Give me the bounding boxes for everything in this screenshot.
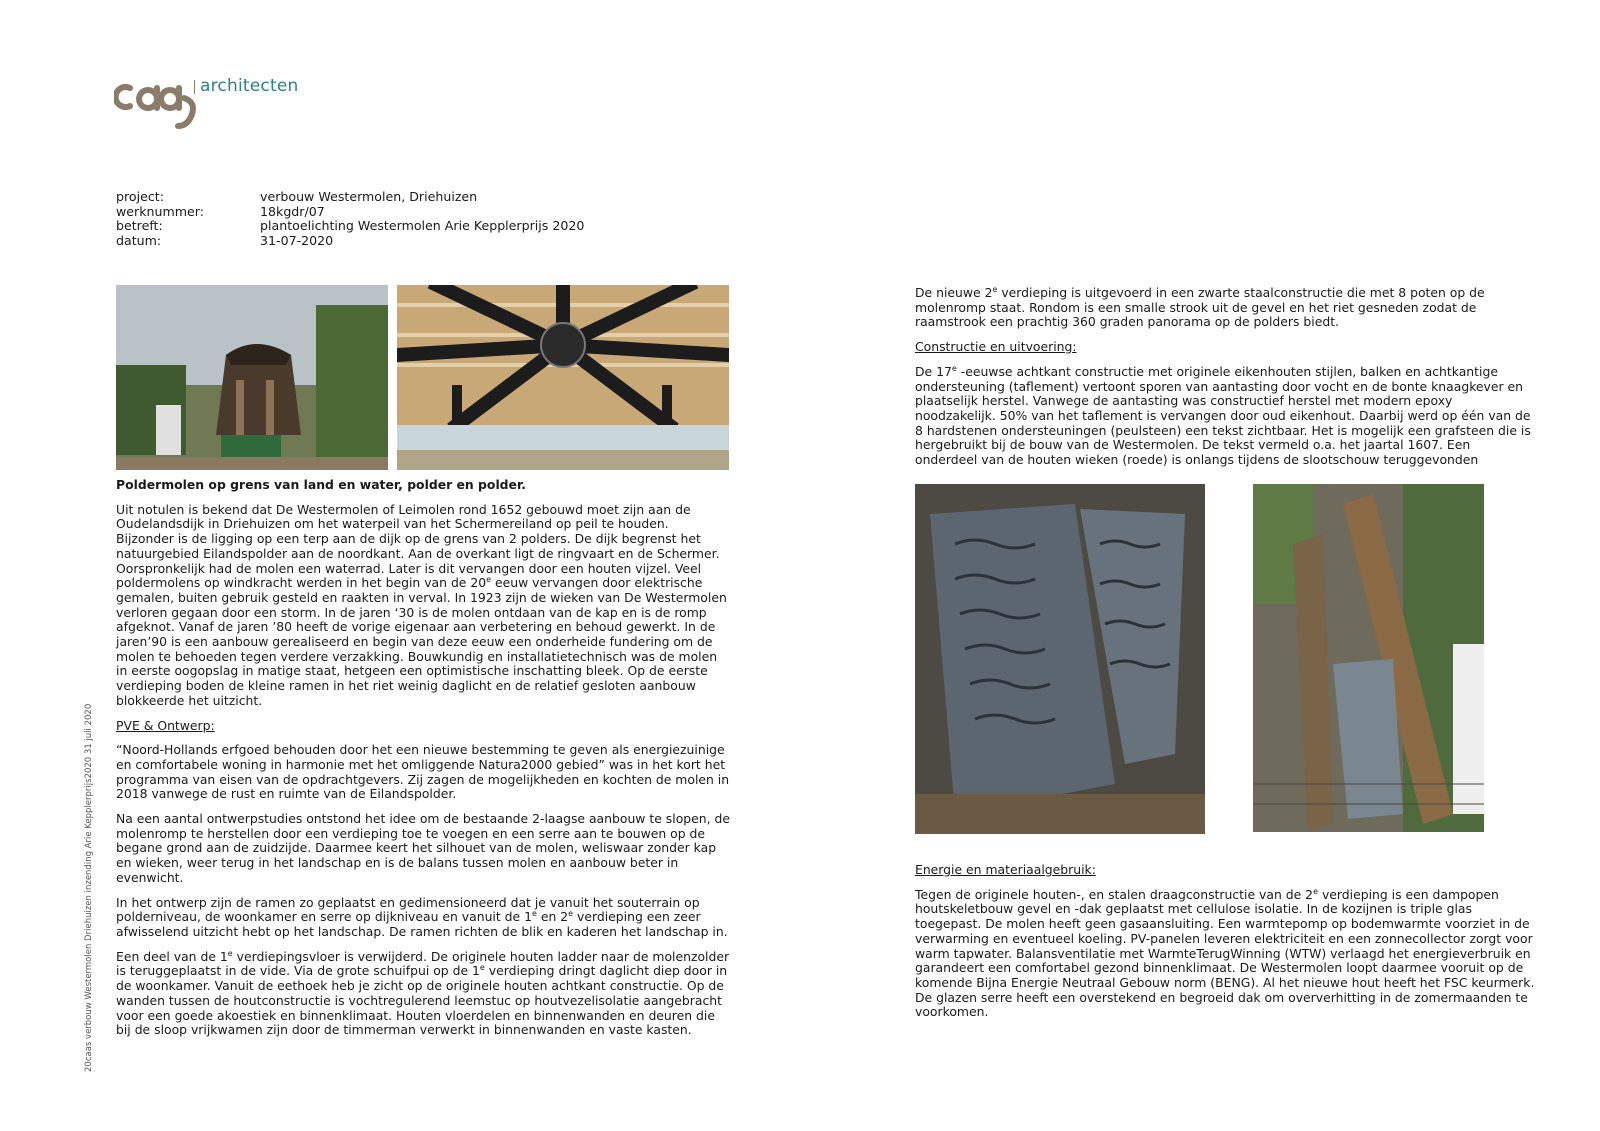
superscript: e	[479, 963, 485, 973]
meta-row	[116, 205, 584, 220]
text-run: In het ontwerp zijn de ramen zo geplaatst en gedimensioneerd dat je vanuit het souterrain op polderniveau, de woonkamer en serre op dijkniveau en vanuit de 1	[116, 894, 700, 925]
vertical-footer-text: 20caas verbouw Westermolen Driehuizen inzending Arie Kepplerprijs2020 31 juli 2020	[84, 703, 94, 1072]
paragraph-history	[116, 503, 730, 709]
caas-architecten-logo	[114, 74, 304, 136]
meta-value: 18kgdr/07	[260, 203, 325, 219]
text-run: eeuw vervangen door elektrische gemalen, buiten gebruik gesteld en raakten in verval. In 1923 zijn de wieken van De Westermolen verloren gegaan door een storm. In de jaren ‘30 is de molen ontdaan van de kap en is de romp afgeknot. Vanaf de jaren ’80 heeft de vorige eigenaar aan verbetering en behoud gewerkt. In de jaren’90 is een aanbouw gerealiseerd en begin van deze eeuw een onderheide fundering om de molen te behoeden tegen verdere verzakking. Bouwkundig en installatietechnisch was de molen in eerste oogopslag in matige staat, hetgeen een optimistische inschatting bleek. Op de eerste verdieping boden de kleine ramen in het riet weinig daglicht en de relatief gesloten aanbouw blokkeerde het uitzicht.	[116, 575, 727, 708]
text-run: Uit notulen is bekend dat De Westermolen of Leimolen rond 1652 gebouwd moet zijn aan de Oudelandsdijk in Driehuizen om het waterpeil van het Schermereiland op peil te houden. Bijzonder is de ligging op een terp aan de dijk op de grens van 2 polders. De dijk begrenst het natuurgebied Eilandspolder aan de noordkant. Aan de overkant ligt de ringvaart en de Schermer. Oorspronkelijk had de molen een waterrad. Later is dit vervangen door een houten vijzel. Veel poldermolens op windkracht werden in het begin van de 20	[116, 501, 720, 591]
superscript: e	[951, 363, 957, 373]
paragraph-pve: “Noord-Hollands erfgoed behouden door het een nieuwe bestemming te geven als energiezuinige en comfortabele woning in harmonie met het omliggende Natura2000 gebied” was in het kort het programma van eisen van de opdrachtgevers. Zij zagen de mogelijkheden en kochten de molen in 2018 vanwege de rust en ruimte van de Eilandspolder.	[116, 742, 730, 802]
caas-logo-mark	[114, 74, 198, 134]
logo-divider	[194, 80, 195, 94]
meta-key: werknummer:	[116, 203, 204, 219]
paragraph-constructie	[915, 365, 1535, 468]
paragraph-energie	[915, 888, 1535, 1020]
staalconstructie-interieur-photo	[397, 285, 729, 470]
meta-value: verbouw Westermolen, Driehuizen	[260, 189, 478, 204]
meta-key: project:	[116, 189, 164, 204]
text-run: verdieping is een dampopen houtskeletbouw gevel en -dak geplaatst met cellulose isolatie. In de kozijnen is triple glas toegepast. De molen heeft geen gasaansluiting. Een warmtepomp op bodemwarmte voorziet in de verwarming en eventueel koeling. PV-panelen leveren elektriciteit en een zonnecollector zorgt voor warm tapwater. Balansventilatie met WarmteTerugWinning (WTW) verlaagd het energieverbruik en garandeert een comfortabel gezond binnenklimaat. De Westermolen loopt daarmee vooruit op de komende Bijna Energie Neutraal Gebouw norm (BENG). Al het nieuwe hout heeft het FSC keurmerk. De glazen serre heeft een overstekend en begroeid dak om oververhitting in de zomermaanden te voorkomen.	[915, 886, 1535, 1020]
text-run: Een deel van de 1	[116, 948, 228, 964]
text-run: -eeuwse achtkant constructie met originele eikenhouten stijlen, balken en achtkantige ondersteuning (taflement) vertoont sporen van aantasting door vocht en de bonte knaagkever en plaatselijk herstel. Vanwege de aantasting was constructief herstel met modern epoxy noodzakelijk. 50% van het taflement is vervangen door oud eikenhout. Daarbij werd op één van de 8 hardstenen ondersteuningen (peulsteen) een tekst zichtbaar. Het is mogelijk een grafsteen die is hergebruikt bij de bouw van de Westermolen. De tekst vermeld o.a. het jaartal 1607. Een onderdeel van de houten wieken (roede) is onlangs tijdens de slootschouw teruggevonden	[915, 363, 1531, 468]
paragraph-vide	[116, 950, 730, 1038]
molen-exterieur-photo	[116, 285, 388, 470]
paragraph-ramen	[116, 896, 730, 940]
right-column-top	[915, 286, 1535, 478]
text-run: verdieping dringt daglicht diep door in de woonkamer. Vanuit de eethoek heb je zicht op de originele houten achtkant constructie. Op de wanden tussen de houtconstructie is vochtregulerend leemstuc op houtvezelisolatie aangebracht voor een goede akoestiek en binnenklimaat. Houten vloerdelen en binnenwanden en deuren die bij de sloop vrijkwamen zijn door de timmerman verwerkt in binnenwanden en vaste kasten.	[116, 963, 728, 1038]
superscript: e	[486, 575, 492, 585]
meta-value: 31-07-2020	[260, 232, 334, 248]
superscript: e	[992, 284, 998, 294]
heading-constructie: Constructie en uitvoering:	[915, 339, 1077, 355]
heading-energie: Energie en materiaalgebruik:	[915, 862, 1096, 877]
text-run: verdiepingsvloer is verwijderd. De originele houten ladder naar de molenzolder is teruggeplaatst in de vide. Via de grote schuifpui op de 1	[116, 948, 730, 979]
project-meta	[116, 190, 584, 248]
heading-pve-ontwerp: PVE & Ontwerp:	[116, 717, 215, 733]
left-column	[116, 478, 730, 1048]
grafsteen-photo	[915, 484, 1205, 834]
photo-caption: Poldermolen op grens van land en water, polder en polder.	[116, 477, 527, 492]
superscript: e	[227, 948, 233, 958]
text-run: De nieuwe 2	[915, 285, 993, 300]
paragraph-ontwerpstudies: Na een aantal ontwerpstudies ontstond het idee om de bestaande 2-laagse aanbouw te slopen, de molenromp te herstellen door een verdieping toe te voegen en een serre aan te bouwen op de begane grond aan de zuidzijde. Daarmee keert het silhouet van de molen, weliswaar zonder kap en wieken, weer terug in het landschap en is de balans tussen molen en aanbouw beter in evenwicht.	[116, 811, 730, 885]
meta-key: betreft:	[116, 218, 163, 234]
meta-row	[116, 190, 584, 205]
logo-wordmark: architecten	[200, 76, 299, 96]
meta-row	[116, 234, 584, 249]
text-run: verdieping is uitgevoerd in een zwarte staalconstructie die met 8 poten op de molenromp staat. Rondom is een smalle strook uit de gevel en het riet gesneden zodat de raamstrook een prachtig 360 graden panorama op de polders biedt.	[915, 285, 1485, 330]
paragraph-staalconstructie	[915, 286, 1535, 330]
roede-photo	[1253, 484, 1484, 832]
text-run: verdieping een zeer afwisselend uitzicht hebt op het landschap. De ramen richten de blik en kaderen het landschap in.	[116, 909, 728, 939]
meta-value: plantoelichting Westermolen Arie Kepplerprijs 2020	[260, 218, 585, 234]
meta-row	[116, 219, 584, 234]
text-run: De 17	[915, 363, 952, 379]
superscript: e	[531, 909, 537, 919]
meta-key: datum:	[116, 232, 162, 248]
text-run: Tegen de originele houten-, en stalen draagconstructie van de 2	[915, 886, 1314, 902]
right-column-bottom	[915, 863, 1535, 1030]
superscript: e	[568, 909, 574, 919]
superscript: e	[1313, 886, 1318, 896]
text-run: en 2	[536, 909, 569, 925]
